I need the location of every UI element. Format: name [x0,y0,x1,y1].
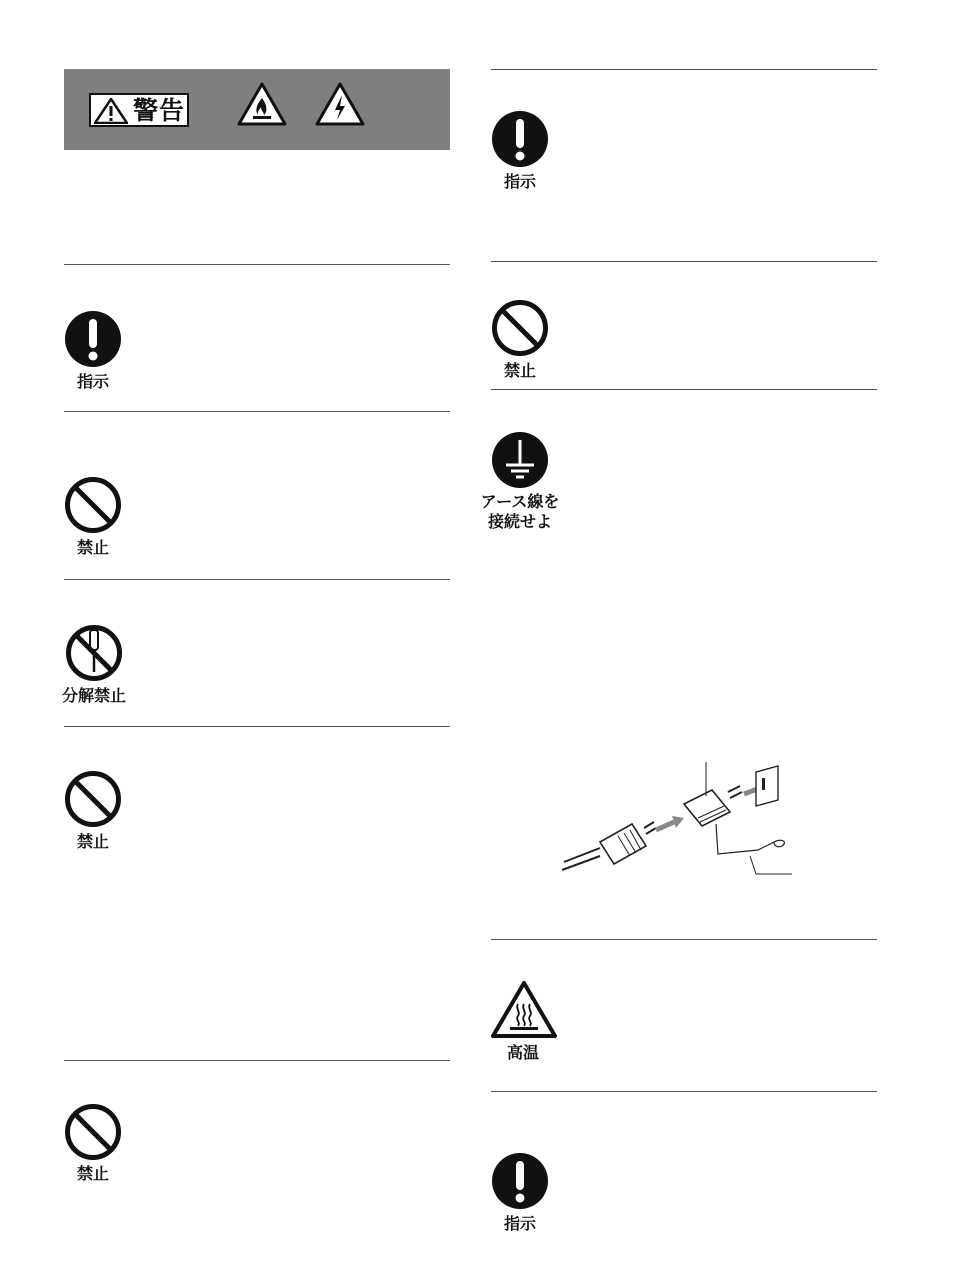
instruction-exclamation-icon [491,110,549,168]
ground-label-line1: アース線を [480,492,560,511]
high-temperature-label: 高温 [506,1043,539,1062]
no-disassembly-icon [65,624,123,682]
instruction-label: 指示 [503,172,536,191]
divider [491,1091,877,1092]
no-disassembly-label: 分解禁止 [61,686,126,705]
divider [64,264,450,265]
ground-adapter-illustration [560,758,800,878]
divider [64,579,450,580]
divider [64,1060,450,1061]
warning-title: 警告 [133,96,186,125]
caution-triangle-icon [94,98,128,124]
ground-label-line2: 接続せよ [487,512,552,531]
prohibited-icon [64,1103,122,1161]
instruction-label: 指示 [503,1214,536,1233]
prohibited-label: 禁止 [76,832,109,851]
high-temperature-icon [490,980,558,1040]
ground-icon [491,431,549,489]
warning-label-box [89,93,189,127]
electric-shock-icon [314,81,366,127]
divider [491,939,877,940]
prohibited-label: 禁止 [76,1164,109,1183]
prohibited-icon [64,476,122,534]
prohibited-label: 禁止 [503,361,536,380]
instruction-label: 指示 [76,372,109,391]
divider [491,69,877,70]
instruction-exclamation-icon [491,1152,549,1210]
divider [64,411,450,412]
divider [491,389,877,390]
fire-hazard-icon [236,81,288,127]
instruction-exclamation-icon [64,310,122,368]
warning-banner [64,69,450,150]
divider [491,261,877,262]
prohibited-label: 禁止 [76,538,109,557]
prohibited-icon [491,299,549,357]
prohibited-icon [64,770,122,828]
divider [64,726,450,727]
